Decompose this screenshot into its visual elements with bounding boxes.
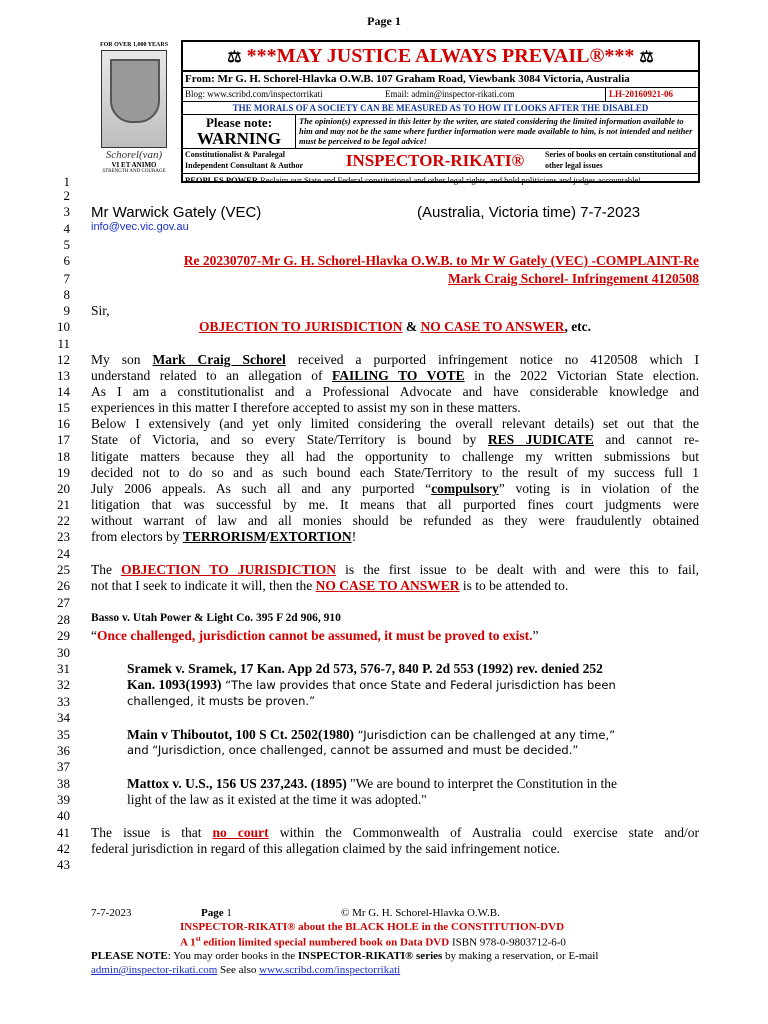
case-citation: Basso v. Utah Power & Light Co. 395 F 2d 906, 910 bbox=[91, 612, 341, 624]
paragraph-line: without warrant of law and all monies should be refunded as they were fraudulently obtained bbox=[91, 513, 699, 528]
constitutionalist-label: Constitutionalist & Paralegal Independent Consultant & Author bbox=[185, 150, 304, 170]
line-number: 23 bbox=[57, 529, 70, 544]
email-link[interactable]: Email: admin@inspector-rikati.com bbox=[385, 89, 515, 99]
line-number: 2 bbox=[63, 188, 70, 203]
line-number: 41 bbox=[57, 825, 70, 840]
logo-name: Schorel(van) bbox=[105, 149, 163, 161]
line-number: 25 bbox=[57, 562, 70, 577]
subject-line-2: Mark Craig Schorel- Infringement 4120508 bbox=[448, 271, 699, 286]
page-header: Page 1 bbox=[367, 14, 401, 28]
paragraph-line: The OBJECTION TO JURISDICTION is the first issue to be dealt with and were this to fail, bbox=[91, 562, 699, 577]
peoples-power-slogan: PEOPLES POWER Reclaim our State and Federal constitutional and other legal rights, and hold politicians and judges accountable! bbox=[185, 175, 642, 185]
paragraph-line: My son Mark Craig Schorel received a purported infringement notice no 4120508 which I bbox=[91, 352, 699, 367]
case-citation: Mattox v. U.S., 156 US 237,243. (1895) "We are bound to interpret the Constitution in the bbox=[127, 776, 617, 791]
warning-label: Please note: WARNING bbox=[183, 115, 296, 148]
footer-edition: A 1st edition limited special numbered book on Data DVD ISBN 978-0-9803712-6-0 bbox=[180, 935, 566, 949]
line-number: 29 bbox=[57, 628, 70, 643]
line-number: 1 bbox=[63, 174, 70, 189]
case-quote: light of the law as it existed at the time it was adopted." bbox=[127, 792, 427, 807]
line-number: 16 bbox=[57, 416, 70, 431]
line-number: 6 bbox=[63, 253, 70, 268]
scales-icon: ⚖ bbox=[639, 49, 654, 66]
morals-motto: THE MORALS OF A SOCIETY CAN BE MEASURED AS TO HOW IT LOOKS AFTER THE DISABLED bbox=[183, 102, 698, 115]
family-crest-logo bbox=[88, 40, 180, 183]
line-number: 43 bbox=[57, 857, 70, 872]
disclaimer-text: The opinion(s) expressed in this letter by the writer, are stated considering the limited information available to him and may not be the same where further information were made available to him, is not intended and neither must be perceived to be legal advice! bbox=[299, 116, 693, 146]
from-address: From: Mr G. H. Schorel-Hlavka O.W.B. 107 Graham Road, Viewbank 3084 Victoria, Australia bbox=[183, 72, 698, 88]
line-number: 38 bbox=[57, 776, 70, 791]
paragraph-line: understand related to an allegation of FAILING TO VOTE in the 2022 Victorian State election. bbox=[91, 368, 699, 383]
letterhead bbox=[88, 40, 700, 183]
footer-book: INSPECTOR-RIKATI® about the BLACK HOLE in the CONSTITUTION-DVD bbox=[180, 921, 565, 933]
crest-icon bbox=[101, 50, 167, 148]
line-number: 9 bbox=[63, 303, 70, 318]
line-number: 10 bbox=[57, 319, 70, 334]
line-number: 40 bbox=[57, 808, 70, 823]
paragraph-line: The issue is that no court within the Commonwealth of Australia could exercise state and/or bbox=[91, 825, 699, 840]
line-number: 18 bbox=[57, 449, 70, 464]
paragraph-line: federal jurisdiction in regard of this allegation claimed by the said infringement notice. bbox=[91, 841, 560, 856]
line-number: 13 bbox=[57, 368, 70, 383]
series-description: Series of books on certain constitutional and other legal issues bbox=[545, 150, 697, 170]
line-number: 30 bbox=[57, 645, 70, 660]
footer-links: admin@inspector-rikati.com See also www.scribd.com/inspectorrikati bbox=[91, 964, 401, 976]
line-number: 7 bbox=[63, 271, 70, 286]
line-number: 35 bbox=[57, 727, 70, 742]
line-number: 27 bbox=[57, 595, 70, 610]
line-number: 8 bbox=[63, 287, 70, 302]
footer-note: PLEASE NOTE: You may order books in the INSPECTOR-RIKATI® series by making a reservation, or E-mail bbox=[91, 950, 599, 962]
line-number: 17 bbox=[57, 432, 70, 447]
case-citation: Sramek v. Sramek, 17 Kan. App 2d 573, 576-7, 840 P. 2d 553 (1992) rev. denied 252 bbox=[127, 661, 603, 676]
footer-scribd-link[interactable]: www.scribd.com/inspectorrikati bbox=[259, 964, 401, 976]
logo-subtitle: STRENGTH AND COURAGE bbox=[102, 169, 166, 174]
letterhead-box bbox=[181, 40, 700, 183]
line-number: 32 bbox=[57, 677, 70, 692]
paragraph-line: not that I seek to indicate it will, then the NO CASE TO ANSWER is to be attended to. bbox=[91, 578, 569, 593]
case-quote: “Once challenged, jurisdiction cannot be assumed, it must be proved to exist.” bbox=[91, 628, 539, 643]
contact-row bbox=[183, 88, 698, 102]
paragraph-line: July 2006 appeals. As such all and any purported “compulsory” voting is in violation of the bbox=[91, 481, 699, 496]
case-quote: Kan. 1093(1993) “The law provides that once State and Federal jurisdiction has been bbox=[127, 677, 616, 692]
line-number: 15 bbox=[57, 400, 70, 415]
line-number: 11 bbox=[57, 336, 70, 351]
paragraph-line: Below I extensively (and yet only limited considering the overall relevant details) set out that the bbox=[91, 416, 699, 431]
line-number: 42 bbox=[57, 841, 70, 856]
logo-motto: VI ET ANIMO bbox=[111, 161, 157, 169]
subject-line-1: Re 20230707-Mr G. H. Schorel-Hlavka O.W.B. to Mr W Gately (VEC) -COMPLAINT-Re bbox=[183, 253, 699, 268]
recipient-email-link[interactable]: info@vec.vic.gov.au bbox=[91, 221, 189, 233]
inspector-rikati-row bbox=[183, 149, 698, 174]
line-number: 36 bbox=[57, 743, 70, 758]
line-number: 22 bbox=[57, 513, 70, 528]
line-number: 34 bbox=[57, 710, 70, 725]
blog-link[interactable]: Blog: www.scribd.com/inspectorrikati bbox=[185, 89, 323, 99]
warning-row bbox=[183, 115, 698, 149]
objection-heading: OBJECTION TO JURISDICTION & NO CASE TO ANSWER, etc. bbox=[198, 319, 592, 334]
line-number: 4 bbox=[63, 221, 70, 236]
line-number: 21 bbox=[57, 497, 70, 512]
paragraph-line: litigation that was successful by me. It means that all purported fines court judgments were bbox=[91, 497, 699, 512]
case-citation: Main v Thiboutot, 100 S Ct. 2502(1980) “Jurisdiction can be challenged at any time,” bbox=[127, 727, 616, 742]
line-number: 26 bbox=[57, 578, 70, 593]
line-number: 33 bbox=[57, 694, 70, 709]
line-number: 28 bbox=[57, 612, 70, 627]
line-number: 19 bbox=[57, 465, 70, 480]
paragraph-line: As I am a constitutionalist and a Professional Advocate and have considerable knowledge and bbox=[91, 384, 699, 399]
recipient-line: Mr Warwick Gately (VEC) (Australia, Victoria time) 7-7-2023 bbox=[91, 204, 641, 221]
case-quote: challenged, it musts be proven.” bbox=[127, 694, 316, 708]
reference-code: LH-20160921-06 bbox=[605, 88, 698, 101]
salutation: Sir, bbox=[91, 303, 110, 318]
paragraph-line: decided not to do so and as such bound each State/Territory to the result of my success full 1 bbox=[91, 465, 699, 480]
inspector-rikati-brand: INSPECTOR-RIKATI® bbox=[345, 151, 525, 170]
paragraph-line: State of Victoria, and so every State/Territory is bound by RES JUDICATE and cannot re- bbox=[91, 432, 699, 447]
scales-icon: ⚖ bbox=[227, 49, 242, 66]
line-number: 5 bbox=[63, 237, 70, 252]
paragraph-line: from electors by TERRORISM/EXTORTION! bbox=[91, 529, 357, 544]
line-number: 37 bbox=[57, 759, 70, 774]
banner-title: ⚖ ***MAY JUSTICE ALWAYS PREVAIL®*** ⚖ bbox=[183, 42, 698, 72]
line-number: 20 bbox=[57, 481, 70, 496]
line-number: 14 bbox=[57, 384, 70, 399]
case-quote: and “Jurisdiction, once challenged, cannot be assumed and must be decided.” bbox=[127, 743, 579, 757]
line-number: 31 bbox=[57, 661, 70, 676]
line-number: 12 bbox=[57, 352, 70, 367]
logo-top-text: FOR OVER 1,000 YEARS bbox=[99, 42, 169, 48]
paragraph-line: experiences in this matter I therefore accepted to assist my son in these matters. bbox=[91, 400, 521, 415]
footer-email-link[interactable]: admin@inspector-rikati.com bbox=[91, 964, 218, 976]
line-number: 3 bbox=[63, 204, 70, 219]
line-number: 39 bbox=[57, 792, 70, 807]
paragraph-line: litigate matters because they all had the opportunity to challenge my written submissions but bbox=[91, 449, 699, 464]
footer-line-1: 7-7-2023 Page 1 © Mr G. H. Schorel-Hlavka O.W.B. bbox=[91, 907, 500, 919]
line-number: 24 bbox=[57, 546, 70, 561]
